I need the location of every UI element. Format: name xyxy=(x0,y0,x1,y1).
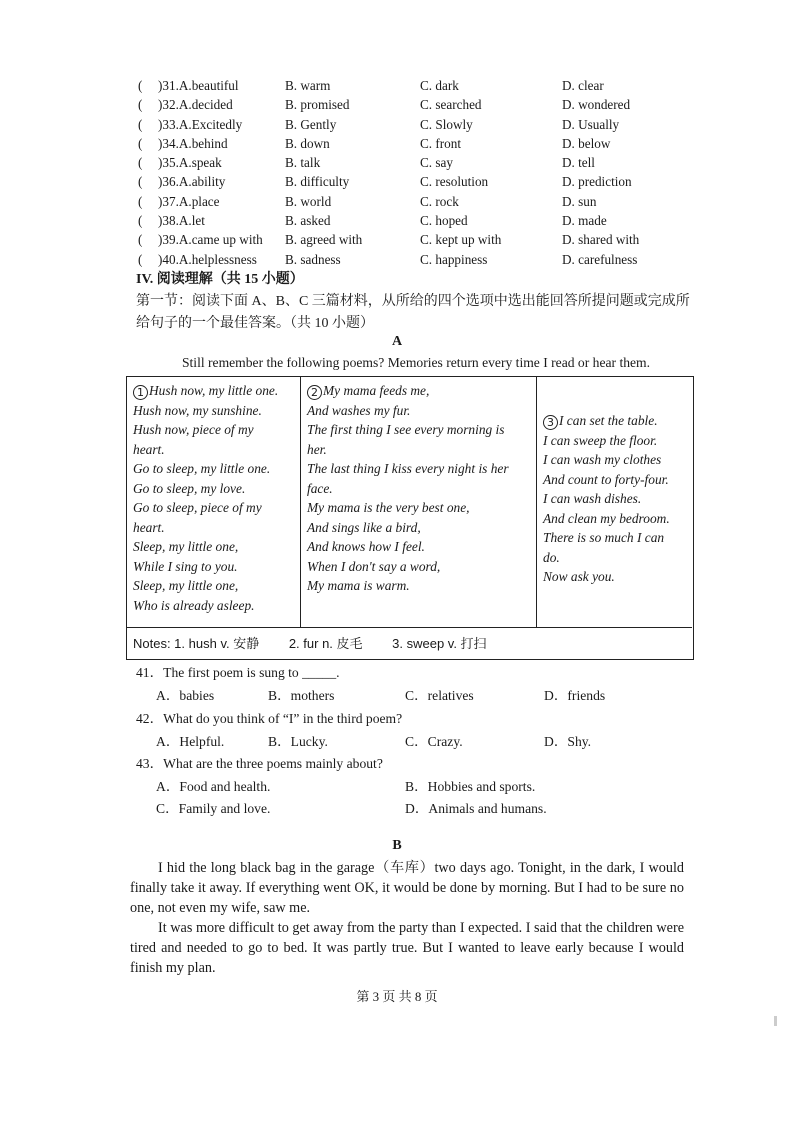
cloze-row: ( )36.A.ability B. difficulty C. resolution D. prediction xyxy=(138,174,632,190)
cloze-row: ( )37.A.place B. world C. rock D. sun xyxy=(138,193,597,209)
cloze-row: ( )35.A.speak B. talk C. say D. tell xyxy=(138,155,595,171)
cloze-row: ( )40.A.helplessness B. sadness C. happiness D. carefulness xyxy=(138,251,638,267)
question-42: 42．What do you think of “I” in the third poem? xyxy=(136,711,403,726)
option: C．Family and love. xyxy=(156,801,271,816)
circled-number-3: 3 xyxy=(543,415,558,430)
cloze-row: ( )39.A.came up with B. agreed with C. kept up with D. shared with xyxy=(138,232,640,248)
poem-2: 2 My mama feeds me, And washes my fur. The first thing I see every morning is her. The last thing I kiss every night is her face. My mama is the very best one, And sings like a bird, And knows how I feel. When I don't say a word, My mama is warm. xyxy=(301,377,537,627)
passage-a-intro: Still remember the following poems? Memories return every time I read or hear them. xyxy=(181,355,651,370)
circled-number-2: 2 xyxy=(307,385,322,400)
cloze-row: ( )31.A.beautiful B. warm C. dark D. clear xyxy=(138,78,604,93)
option: B．mothers xyxy=(268,688,335,703)
section-instructions: 第一节：阅读下面 A、B、C 三篇材料，从所给的四个选项中选出能回答所提问题或完成所给句子的一个最佳答案。（共 10 小题） xyxy=(136,294,690,331)
poem-1: 1 Hush now, my little one. Hush now, my sunshine. Hush now, piece of my heart. Go to sleep, my little one. Go to sleep, my love. Go to sleep, piece of my heart. Sleep, my little one, While I sing to you. Sleep, my little one, Who is already asleep. xyxy=(127,377,301,627)
passage-b-paragraph-1: I hid the long black bag in the garage（车库）two days ago. Tonight, in the dark, I would finally take it away. If everything went OK, it would be done by morning. But I had to be sure no one, not even my wife, saw me. xyxy=(130,860,684,916)
section-title: IV. 阅读理解（共 15 小题） xyxy=(136,272,304,287)
circled-number-1: 1 xyxy=(133,385,148,400)
poem-table xyxy=(126,376,694,660)
question-43: 43．What are the three poems mainly about? xyxy=(136,756,383,771)
option: B．Hobbies and sports. xyxy=(405,779,536,794)
vocabulary-notes: Notes: 1. hush v. 安静 2. fur n. 皮毛 3. sweep v. 打扫 xyxy=(127,627,692,659)
option: D．Shy. xyxy=(544,734,592,749)
cloze-options xyxy=(138,76,698,269)
cloze-row: ( )38.A.let B. asked C. hoped D. made xyxy=(138,213,607,229)
option: A．babies xyxy=(156,688,215,703)
option: D．friends xyxy=(544,688,606,703)
option: C．Crazy. xyxy=(405,734,463,749)
option: A．Helpful. xyxy=(156,734,225,749)
cloze-row: ( )32.A.decided B. promised C. searched D. wondered xyxy=(138,97,631,113)
question-41: 41．The first poem is sung to _____. xyxy=(136,665,340,680)
cloze-row: ( )34.A.behind B. down C. front D. below xyxy=(138,135,611,151)
scan-mark xyxy=(774,1016,777,1026)
page-number: 第 3 页 共 8 页 xyxy=(356,989,438,1004)
poem-3: 3 I can set the table. I can sweep the floor. I can wash my clothes And count to forty-four. I can wash dishes. And clean my bedroom. There is so much I can do. Now ask you. xyxy=(543,413,670,584)
option: A．Food and health. xyxy=(156,779,271,794)
passage-a-heading: A xyxy=(391,334,403,349)
passage-b-paragraph-2: It was more difficult to get away from the party than I expected. I said that the children were tired and needed to go to bed. It was partly true. But I wanted to leave early because I would finish my plan. xyxy=(130,920,684,976)
passage-b-heading: B xyxy=(392,838,402,853)
option: C．relatives xyxy=(405,688,474,703)
option: D．Animals and humans. xyxy=(405,801,547,816)
cloze-row: ( )33.A.Excitedly B. Gently C. Slowly D. Usually xyxy=(138,116,620,132)
option: B．Lucky. xyxy=(268,734,328,749)
